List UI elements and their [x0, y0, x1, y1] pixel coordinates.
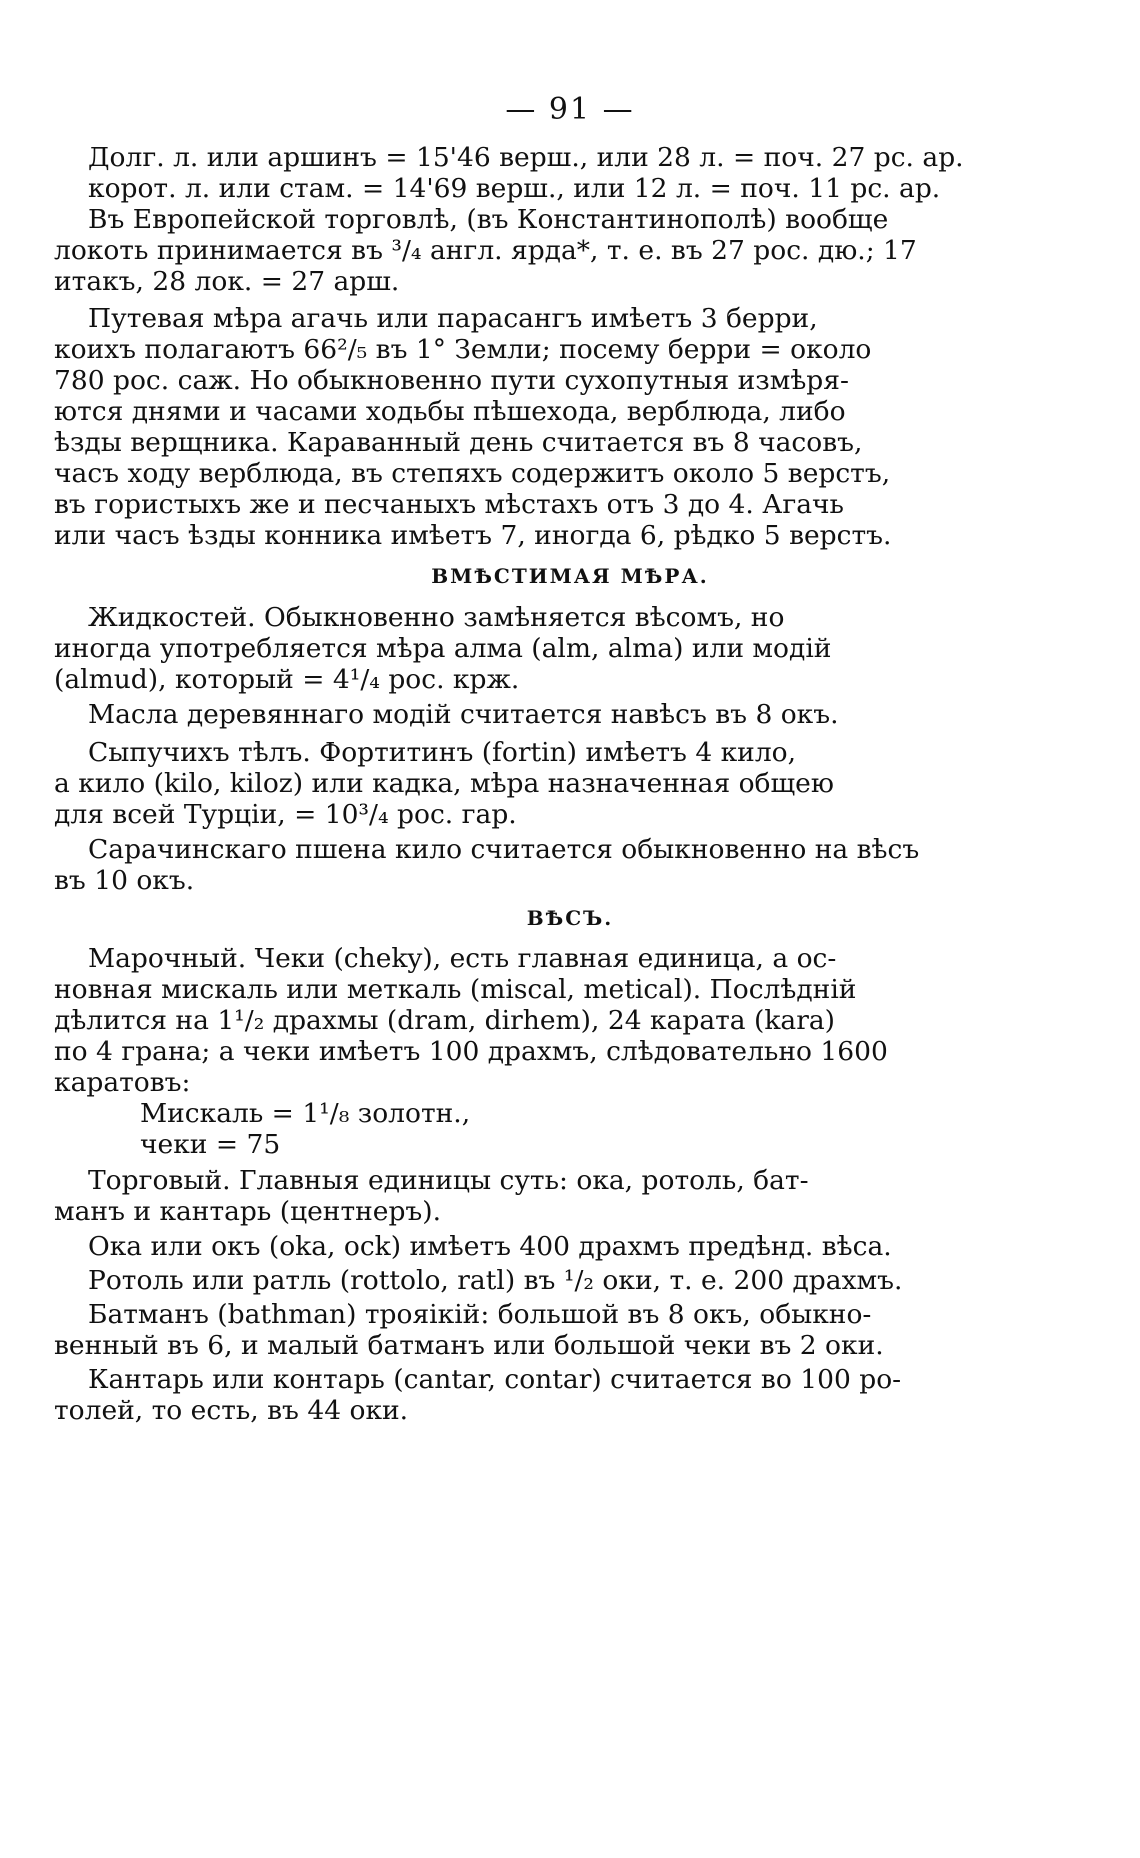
text-line: Жидкостей. Обыкновенно замѣняется вѣсомъ, но: [88, 602, 785, 633]
text-line: Ока или окъ (oka, ock) имѣетъ 400 драхмъ предѣнд. вѣса.: [88, 1231, 892, 1262]
text-line: манъ и кантарь (центнеръ).: [54, 1196, 442, 1227]
text-line: ѣзды верщника. Караванный день считается въ 8 часовъ,: [54, 427, 863, 458]
text-line: Долг. л. или аршинъ = 15'46 верш., или 28 л. = поч. 27 рс. ар.: [88, 142, 964, 173]
text-line: итакъ, 28 лок. = 27 арш.: [54, 266, 400, 297]
text-line: Масла деревяннаго модій считается навѣсъ въ 8 окъ.: [88, 699, 839, 730]
text-line: 780 рос. саж. Но обыкновенно пути сухопутныя измѣря-: [54, 365, 849, 396]
text-line: Путевая мѣра агачь или парасангъ имѣетъ 3 берри,: [88, 303, 818, 334]
page-number: — 91 —: [505, 92, 635, 127]
text-line: Ротоль или ратль (rottolo, ratl) въ ¹/₂ оки, т. е. 200 драхмъ.: [88, 1265, 903, 1296]
text-line: часъ ходу верблюда, въ степяхъ содержитъ около 5 верстъ,: [54, 458, 891, 489]
text-line: иногда употребляется мѣра алма (alm, alma) или модій: [54, 633, 832, 664]
text-line: толей, то есть, въ 44 оки.: [54, 1395, 409, 1426]
text-line: чеки = 75: [140, 1129, 281, 1160]
text-line: Сарачинскаго пшена кило считается обыкновенно на вѣсъ: [88, 834, 920, 865]
text-line: Батманъ (bathman) трояікій: большой въ 8 окъ, обыкно-: [88, 1299, 872, 1330]
section-heading: ВѢСЪ.: [526, 906, 614, 930]
text-line: ются днями и часами ходьбы пѣшехода, верблюда, либо: [54, 396, 846, 427]
text-line: локоть принимается въ ³/₄ англ. ярда*, т. е. въ 27 рос. дю.; 17: [54, 235, 917, 266]
text-line: въ 10 окъ.: [54, 865, 195, 896]
text-line: Марочный. Чеки (cheky), есть главная единица, а ос-: [88, 943, 837, 974]
text-line: корот. л. или стам. = 14'69 верш., или 12 л. = поч. 11 рс. ар.: [88, 173, 941, 204]
text-line: каратовъ:: [54, 1067, 191, 1098]
text-line: Въ Европейской торговлѣ, (въ Константинополѣ) вообще: [88, 204, 889, 235]
section-heading: ВМѢСТИМАЯ МѢРА.: [431, 564, 709, 588]
text-line: дѣлится на 1¹/₂ драхмы (dram, dirhem), 24 карата (kara): [54, 1005, 835, 1036]
text-line: Сыпучихъ тѣлъ. Фортитинъ (fortin) имѣетъ 4 кило,: [88, 737, 797, 768]
text-line: для всей Турціи, = 10³/₄ рос. гар.: [54, 799, 517, 830]
text-line: венный въ 6, и малый батманъ или большой чеки въ 2 оки.: [54, 1330, 884, 1361]
text-line: Мискаль = 1¹/₈ золотн.,: [140, 1098, 471, 1129]
text-line: въ гористыхъ же и песчаныхъ мѣстахъ отъ 3 до 4. Агачь: [54, 489, 844, 520]
text-line: по 4 грана; а чеки имѣетъ 100 драхмъ, слѣдовательно 1600: [54, 1036, 888, 1067]
text-line: коихъ полагаютъ 66²/₅ въ 1° Земли; посему берри = около: [54, 334, 872, 365]
text-line: или часъ ѣзды конника имѣетъ 7, иногда 6, рѣдко 5 верстъ.: [54, 520, 892, 551]
text-line: Кантарь или контарь (cantar, contar) считается во 100 ро-: [88, 1364, 902, 1395]
text-line: Торговый. Главныя единицы суть: ока, ротоль, бат-: [88, 1165, 809, 1196]
text-line: новная мискаль или меткаль (miscal, metical). Послѣдній: [54, 974, 857, 1005]
text-line: (almud), который = 4¹/₄ рос. крж.: [54, 664, 520, 695]
text-line: а кило (kilo, kiloz) или кадка, мѣра назначенная общею: [54, 768, 834, 799]
